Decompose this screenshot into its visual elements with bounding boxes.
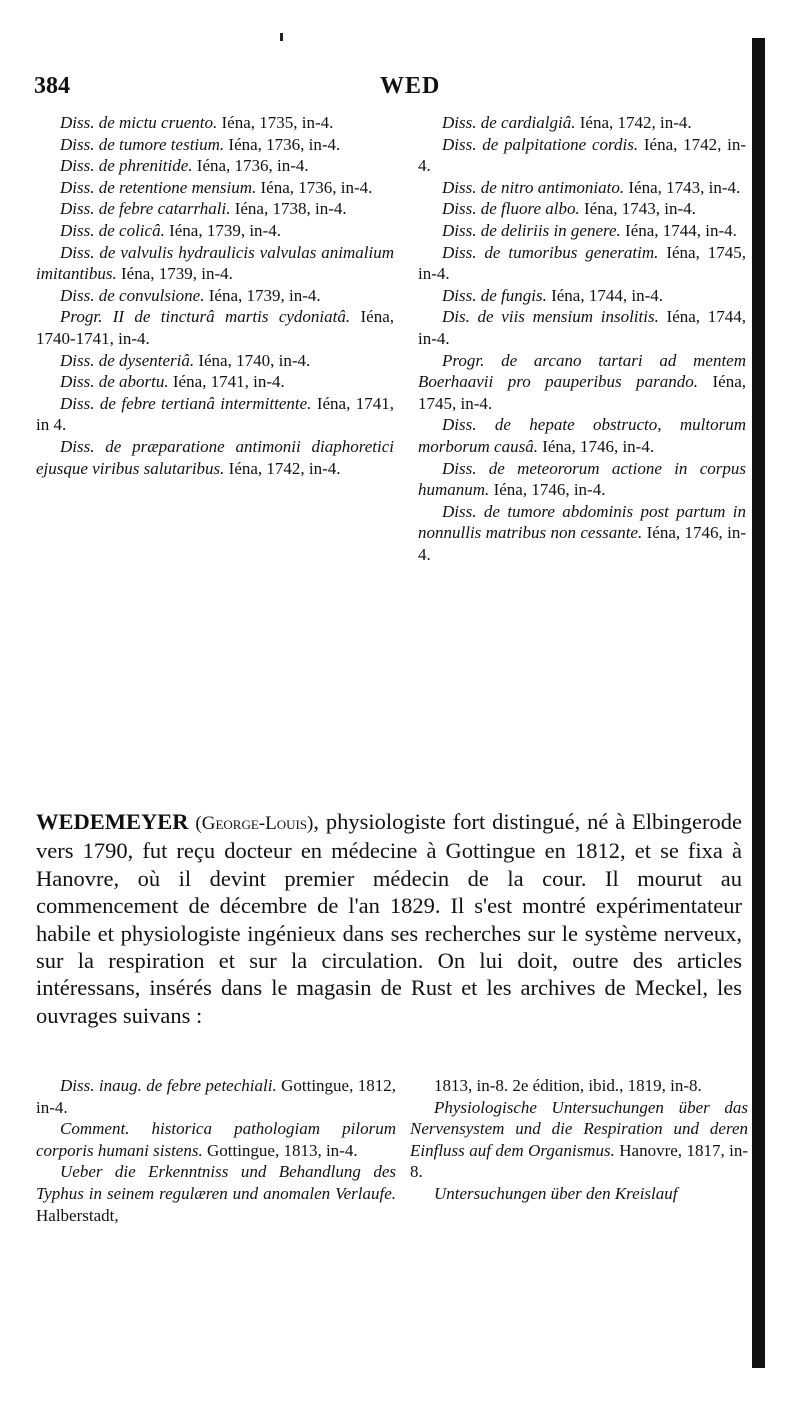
bibliography-entry (36, 112, 394, 134)
entry-title: Diss. inaug. de febre petechiali. (60, 1076, 277, 1095)
bibliography-entry (410, 1183, 748, 1205)
entry-imprint: Iéna, 1736, in-4. (196, 156, 309, 176)
entry-imprint: Iéna, 1744, in-4. (418, 307, 746, 348)
entry-title: Progr. II de tincturâ martis cydoniatâ. (60, 307, 351, 327)
bibliography-entry (36, 155, 394, 177)
bibliography-entry (36, 371, 394, 393)
bibliography-entry (418, 350, 746, 415)
entry-imprint: Iéna, 1739, in-4. (208, 285, 321, 305)
entry-imprint: Iéna, 1742, in-4. (579, 113, 692, 132)
entry-title: Diss. de dysenteriâ. (60, 350, 195, 370)
entry-title: Diss. de tumore testium. (60, 134, 225, 154)
bibliography-entry (36, 177, 394, 199)
bibliography-column-left-top (36, 112, 394, 479)
entry-imprint: Iéna, 1745, in-4. (418, 372, 746, 413)
entry-imprint: Iéna, 1743, in-4. (628, 177, 741, 197)
entry-imprint: Gottingue, 1813, in-4. (206, 1140, 358, 1160)
entry-title: Diss. de colicâ. (60, 220, 165, 240)
bibliography-entry (36, 350, 394, 372)
entry-imprint: Iéna, 1735, in-4. (221, 113, 334, 132)
bibliography-entry (418, 306, 746, 349)
entry-title: Diss. de retentione mensium. (60, 177, 257, 197)
entry-title: Dis. de viis mensium insolitis. (442, 307, 659, 327)
entry-title: Diss. de fungis. (442, 285, 547, 305)
entry-title: Diss. de palpitatione cordis. (442, 134, 639, 154)
biography-text: , physiologiste fort distingué, né à Elbingerode vers 1790, fut reçu docteur en médecine à Gottingue en 1812, et se fixa à Hanovre, où il devint premier médecin de la cour. Il mourut au commencement de décembre de l'an 1829. Il s'est montré expérimentateur habile et physiologiste ingénieux dans ses recherches sur le système nerveux, sur la respiration et sur la circulation. On lui doit, outre des articles intéressans, insérés dans le magasin de Rust et les archives de Meckel, les ouvrages suivans : (36, 809, 743, 1028)
entry-title: Diss. de mictu cruento. (60, 113, 218, 132)
entry-title: Diss. de febre catarrhali. (60, 199, 231, 219)
bibliography-entry (36, 1161, 396, 1226)
bibliography-entry (418, 198, 746, 220)
entry-title: Diss. de hepate obstructo, multorum morborum causâ. (418, 415, 746, 456)
bibliography-entry (418, 134, 746, 177)
entry-title: Diss. de febre tertianâ intermittente. (60, 393, 312, 413)
entry-imprint: 1813, in-8. 2e édition, ibid., 1819, in-8. (434, 1076, 702, 1095)
bibliography-entry (36, 285, 394, 307)
entry-title: Comment. historica pathologiam pilorum corporis humani sistens. (36, 1119, 396, 1160)
bibliography-column-left-bottom (36, 1075, 396, 1226)
entry-imprint: Iéna, 1741, in-4. (172, 372, 285, 392)
bibliography-entry (418, 220, 746, 242)
entry-imprint: Iéna, 1740, in-4. (198, 350, 311, 370)
biography-name: WEDEMEYER (36, 809, 189, 834)
bibliography-column-right-top (418, 112, 746, 565)
page-number: 384 (34, 73, 70, 99)
entry-title: Diss. de præparatione antimonii diaphoretici ejusque viribus salutaribus. (36, 436, 394, 478)
entry-imprint: Iéna, 1736, in-4. (260, 177, 373, 197)
entry-title: Ueber die Erkenntniss und Behandlung des Typhus in seinem regulæren und anomalen Verlaufe. (36, 1162, 396, 1203)
bibliography-entry (418, 458, 746, 501)
entry-title: Diss. de nitro antimoniato. (442, 177, 625, 197)
biography-given-names: (George-Louis) (195, 813, 314, 834)
bibliography-entry (410, 1097, 748, 1183)
bibliography-entry (36, 1118, 396, 1161)
entry-imprint: Iéna, 1742, in-4. (418, 134, 747, 176)
bibliography-entry (418, 501, 746, 566)
biography-paragraph (36, 808, 742, 1029)
entry-imprint: Iéna, 1746, in-4. (418, 523, 747, 564)
entry-imprint: Gottingue, 1812, in-4. (36, 1076, 397, 1117)
entry-imprint: Iéna, 1739, in-4. (121, 264, 233, 284)
running-head: WED (380, 73, 441, 99)
bibliography-entry (36, 220, 394, 242)
entry-title: Diss. de abortu. (60, 372, 169, 392)
entry-title: Diss. de meteororum actione in corpus humanum. (418, 458, 746, 500)
entry-title: Diss. de valvulis hydraulicis valvulas animalium imitantibus. (36, 242, 394, 284)
bibliography-entry (36, 393, 394, 436)
bibliography-entry (418, 242, 746, 285)
entry-title: Diss. de cardialgiâ. (442, 113, 576, 132)
entry-imprint: Iéna, 1745, in-4. (418, 242, 746, 284)
entry-imprint: Iéna, 1739, in-4. (169, 220, 281, 240)
entry-title: Untersuchungen über den Kreislauf (434, 1183, 678, 1203)
bibliography-entry (36, 436, 394, 479)
bibliography-entry (418, 414, 746, 457)
entry-title: Progr. de arcano tartari ad mentem Boerhaavii pro pauperibus parando. (418, 350, 746, 392)
bibliography-entry (418, 285, 746, 307)
bibliography-entry (418, 112, 746, 134)
entry-title: Diss. de phrenitide. (60, 156, 193, 176)
bibliography-entry (36, 306, 394, 349)
entry-title: Diss. de tumoribus generatim. (442, 242, 659, 262)
bibliography-entry (418, 177, 746, 199)
bibliography-entry (410, 1075, 748, 1097)
entry-imprint: Iéna, 1738, in-4. (234, 199, 347, 219)
entry-imprint: Iéna, 1746, in-4. (493, 480, 606, 500)
bibliography-entry (36, 1075, 396, 1118)
bibliography-entry (36, 242, 394, 285)
entry-imprint: Iéna, 1742, in-4. (228, 458, 341, 478)
print-mark (280, 33, 283, 41)
entry-imprint: Iéna, 1744, in-4. (625, 220, 737, 240)
entry-imprint: Iéna, 1740-1741, in-4. (36, 307, 395, 348)
entry-title: Physiologische Untersuchungen über das Nervensystem und die Respiration und deren Einfluss auf dem Organismus. (410, 1097, 748, 1160)
entry-title: Diss. de fluore albo. (442, 199, 580, 219)
bibliography-column-right-bottom (410, 1075, 748, 1205)
entry-imprint: Iéna, 1744, in-4. (551, 285, 663, 305)
bibliography-entry (36, 198, 394, 220)
bibliography-entry (36, 134, 394, 156)
entry-imprint: Iéna, 1746, in-4. (542, 436, 655, 456)
entry-title: Diss. de deliriis in genere. (442, 220, 621, 240)
entry-title: Diss. de tumore abdominis post partum in nonnullis matribus non cessante. (418, 501, 746, 543)
scan-edge-bar (752, 38, 765, 1368)
entry-imprint: Iéna, 1741, in 4. (36, 393, 395, 435)
entry-imprint: Iéna, 1743, in-4. (583, 199, 696, 219)
entry-imprint: Iéna, 1736, in-4. (228, 134, 341, 154)
entry-imprint: Halberstadt, (36, 1205, 119, 1225)
entry-imprint: Hanovre, 1817, in-8. (410, 1140, 748, 1182)
entry-title: Diss. de convulsione. (60, 285, 205, 305)
